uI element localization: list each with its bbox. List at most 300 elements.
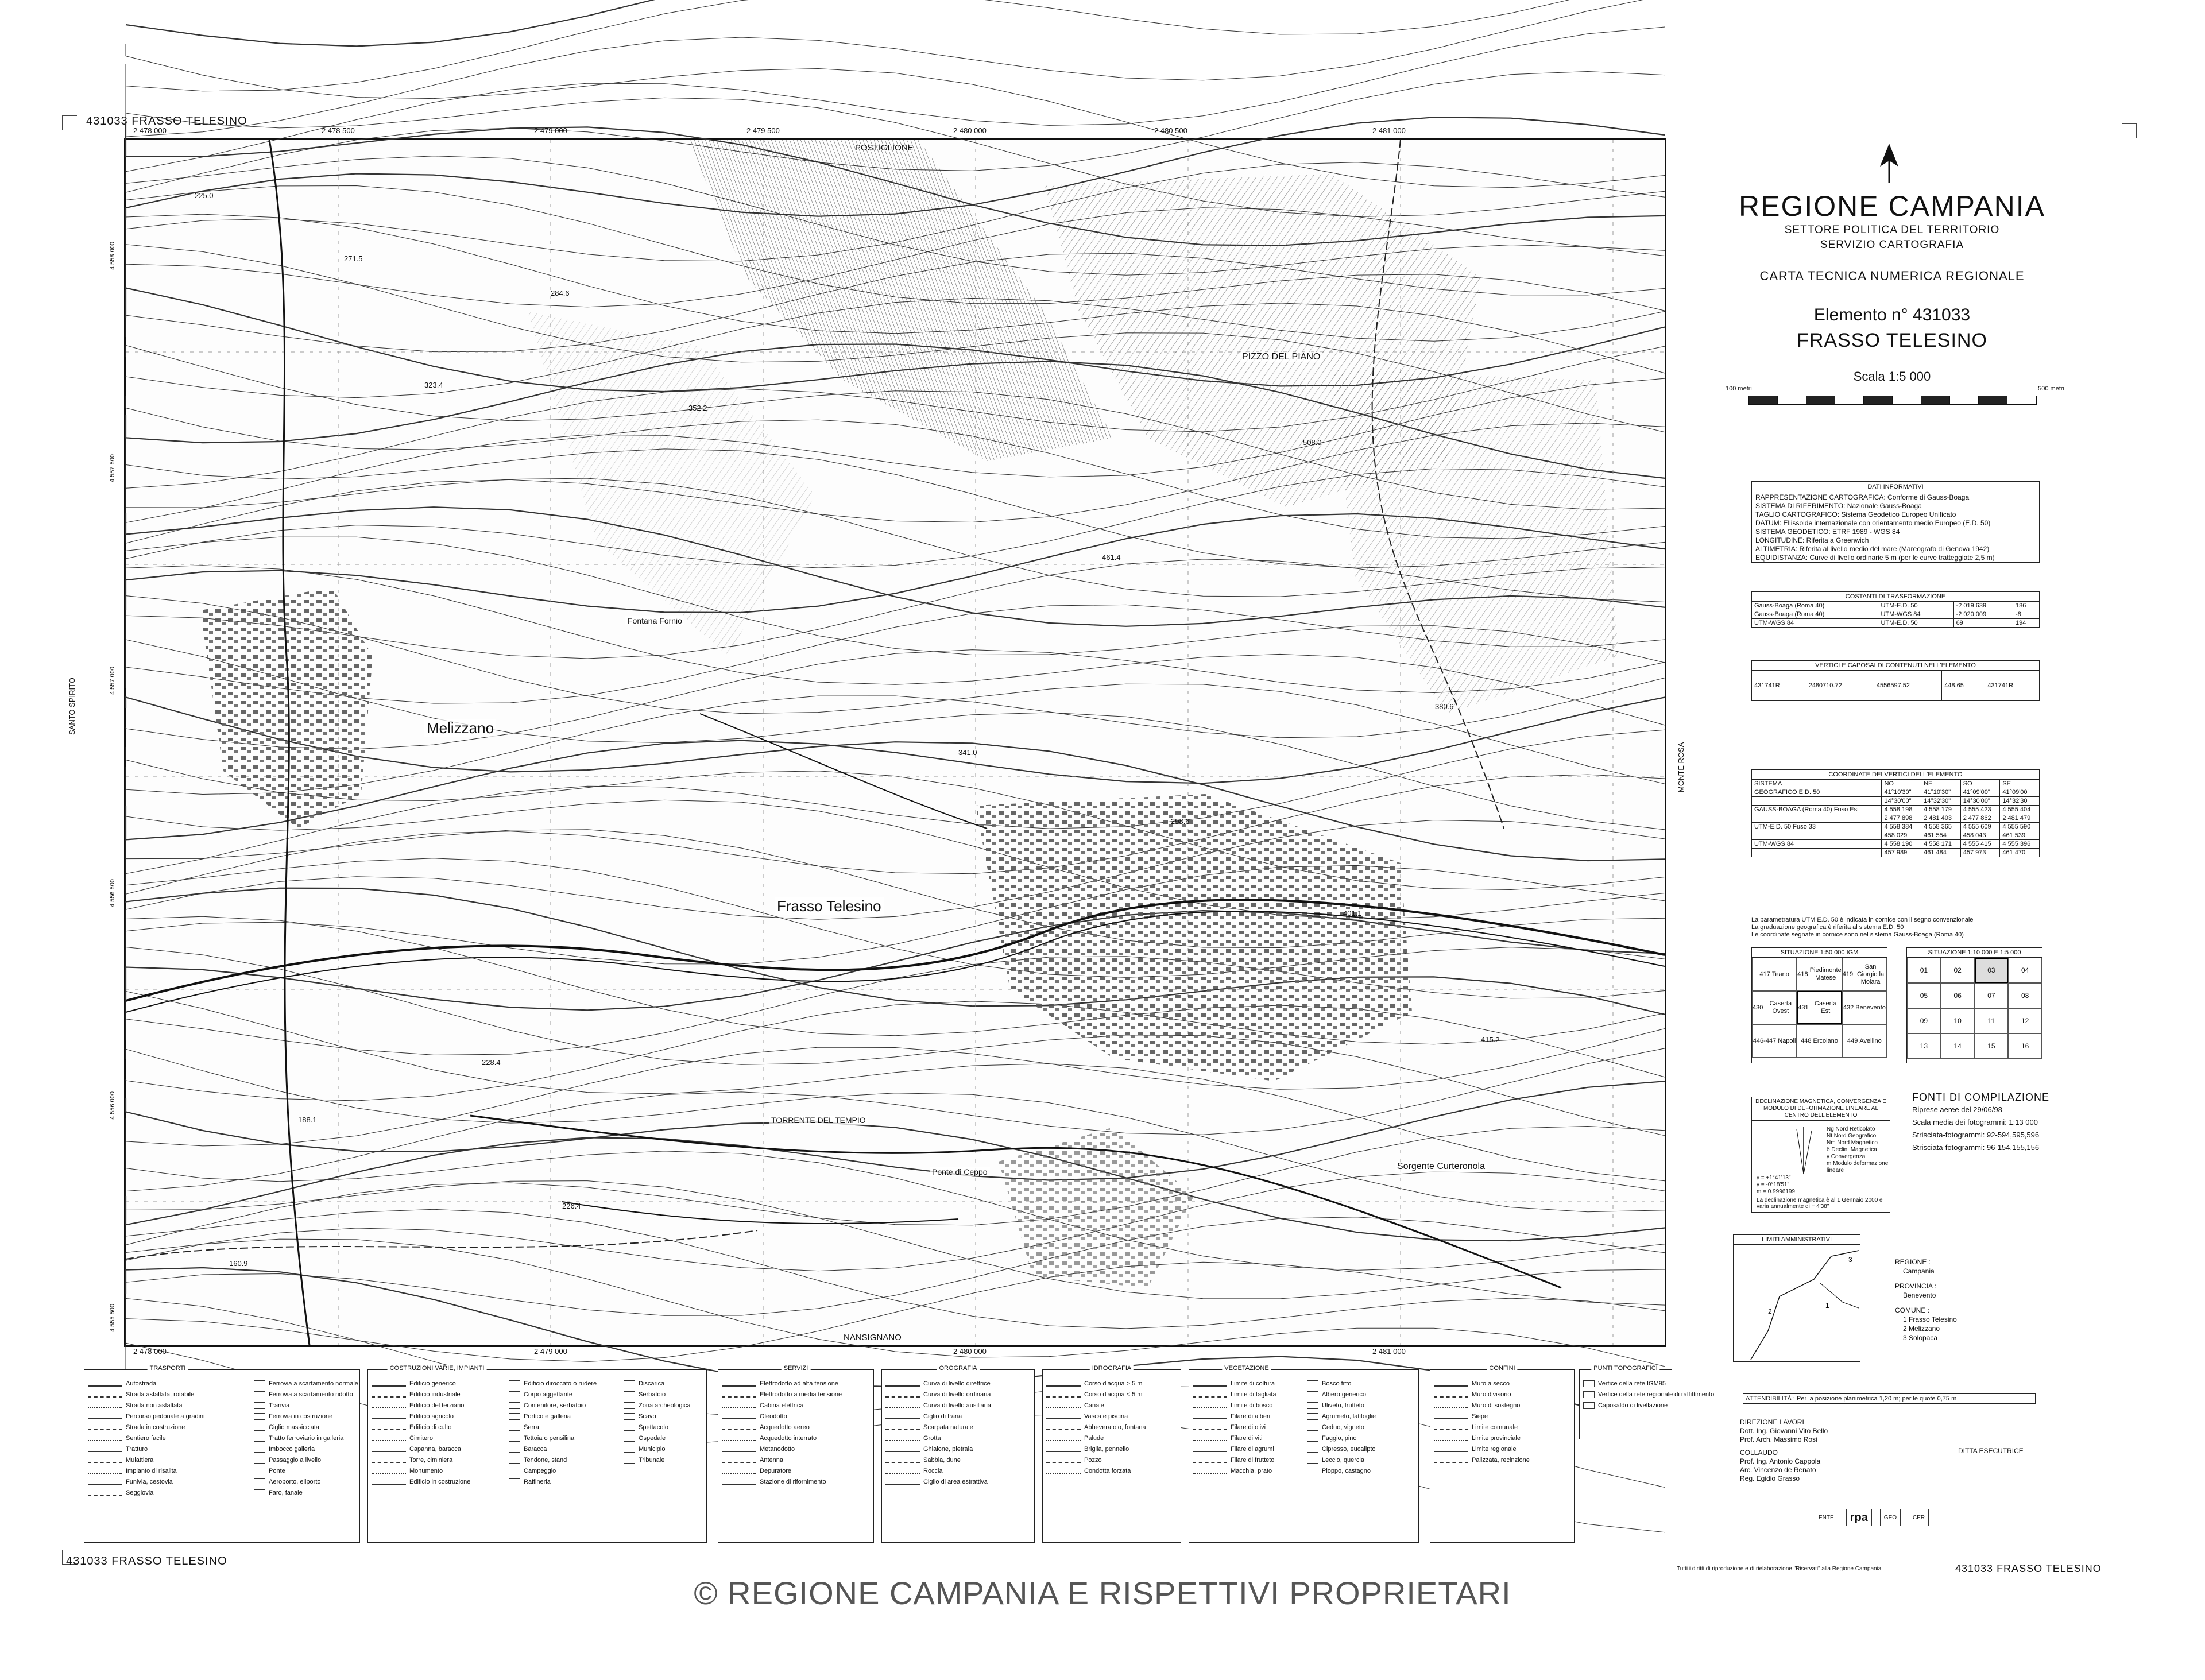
- legend-label: Oleodotto: [760, 1412, 787, 1420]
- legend-symbol-icon: [254, 1457, 265, 1464]
- legend-symbol-icon: [509, 1468, 520, 1474]
- coord-bottom-7: 2 481 000: [1372, 1347, 1406, 1356]
- legend-symbol-icon: [88, 1424, 122, 1430]
- table-row: 14°30'00" 14°32'30" 14°30'00" 14°32'30": [1752, 797, 2040, 806]
- legend-item: [254, 1422, 356, 1433]
- legend-item: [1046, 1454, 1177, 1465]
- topographic-map[interactable]: [124, 138, 1666, 1347]
- coord-left-1: 4 558 000: [109, 242, 116, 270]
- legend-symbol-icon: [372, 1435, 406, 1441]
- legend-symbol-icon: [885, 1446, 920, 1452]
- corner-mark-tl: [62, 115, 77, 130]
- igm-sheet-cell[interactable]: 449 Avellino: [1842, 1024, 1887, 1058]
- coord-top-5: 2 480 000: [953, 126, 987, 135]
- legend-item: [885, 1378, 1031, 1389]
- spot-height: 271.5: [344, 254, 363, 263]
- legend-item: [509, 1454, 617, 1465]
- legend-label: Muro a secco: [1472, 1380, 1510, 1387]
- legend-symbol-icon: [254, 1489, 265, 1496]
- legend-symbol-icon: [624, 1380, 635, 1387]
- legend-symbol-icon: [372, 1468, 406, 1474]
- legend-label: Limite regionale: [1472, 1445, 1517, 1453]
- legend-symbol-icon: [1046, 1468, 1081, 1474]
- legend-symbol-icon: [885, 1424, 920, 1430]
- legend-item: [372, 1454, 502, 1465]
- spot-height: 226.4: [562, 1202, 581, 1210]
- legend-label: Limite di bosco: [1231, 1402, 1273, 1409]
- sheet-cell[interactable]: 04: [2008, 958, 2042, 983]
- legend-item: [624, 1411, 703, 1422]
- sheet-cell[interactable]: 09: [1907, 1008, 1941, 1033]
- coord-left-3: 4 557 000: [109, 667, 116, 695]
- declinazione-title: DECLINAZIONE MAGNETICA, CONVERGENZA E MODULO DI DEFORMAZIONE LINEARE AL CENTRO DELL'ELEMENTO: [1752, 1097, 1890, 1121]
- svg-text:2: 2: [1768, 1307, 1772, 1315]
- legend-item: [509, 1476, 617, 1487]
- coord-vertici-title: COORDINATE DEI VERTICI DELL'ELEMENTO: [1751, 769, 2040, 779]
- legend-label: Briglia, pennello: [1084, 1445, 1129, 1453]
- place-label-melizzano[interactable]: Melizzano: [424, 719, 496, 737]
- fonti-line: Scala media dei fotogrammi: 1:13 000: [1912, 1118, 2038, 1127]
- legend-symbol-icon: [624, 1391, 635, 1398]
- igm-sheet-cell[interactable]: 448 Ercolano: [1797, 1024, 1842, 1058]
- legend-costruzioni: COSTRUZIONI VARIE, IMPIANTI Edificio generico Edificio industriale Edificio del terziario Edificio agricolo Edificio di culto Cimitero Capanna, baracca Torre, ciminiera Monumento Edificio in costruzione: [368, 1369, 506, 1543]
- legend-item: [1193, 1389, 1301, 1400]
- legend-label: Filare di alberi: [1231, 1412, 1271, 1420]
- legend-label: Aeroporto, eliporto: [269, 1478, 321, 1485]
- table-row: GAUSS-BOAGA (Roma 40) Fuso Est 4 558 198 4 558 179 4 555 423 4 555 404: [1752, 806, 2040, 814]
- legend-label: Ghiaione, pietraia: [923, 1445, 973, 1453]
- legend-item: [624, 1400, 703, 1411]
- legend-item: [624, 1454, 703, 1465]
- legend-item: [1307, 1422, 1415, 1433]
- table-row: UTM-E.D. 50 Fuso 33 4 558 384 4 558 365 4 555 609 4 555 590: [1752, 823, 2040, 831]
- legend-symbol-icon: [254, 1435, 265, 1442]
- legend-item: [885, 1454, 1031, 1465]
- spot-height: 401.1: [1343, 909, 1362, 918]
- legend-label: Uliveto, frutteto: [1322, 1402, 1364, 1409]
- legend-orografia: OROGRAFIA Curva di livello direttrice Curva di livello ordinaria Curva di livello ausiliaria Ciglio di frana Scarpata naturale Grotta Ghiaione, pietraia Sabbia, dune Roccia Ciglio di area estrattiva: [881, 1369, 1035, 1543]
- legend-label: Roccia: [923, 1467, 943, 1474]
- sheet-cell[interactable]: 13: [1907, 1033, 1941, 1059]
- legend-item: [1434, 1433, 1570, 1443]
- legend-label: Abbeveratoio, fontana: [1084, 1423, 1146, 1431]
- place-label-frasso-telesino[interactable]: Frasso Telesino: [775, 897, 884, 915]
- region-title: REGIONE CAMPANIA: [1739, 190, 2045, 222]
- legend-label: Antenna: [760, 1456, 783, 1464]
- legend-symbol-icon: [885, 1392, 920, 1398]
- sheet-tag-top: 431033 FRASSO TELESINO: [86, 115, 247, 127]
- sheet-cell[interactable]: 05: [1907, 983, 1941, 1008]
- sheet-cell[interactable]: 14: [1941, 1033, 1975, 1059]
- legend-label: Tranvia: [269, 1402, 290, 1409]
- legend-item: [1193, 1443, 1301, 1454]
- legend-trasporti: TRASPORTI Autostrada Strada asfaltata, rotabile Strada non asfaltata Percorso pedonale a gradini Strada in costruzione Sentiero facile Tratturo Mulattiera Impianto di risalita Funivia, cestovia Seggiovia: [84, 1369, 252, 1543]
- legend-item: [254, 1487, 356, 1498]
- sheet-cell[interactable]: 16: [2008, 1033, 2042, 1059]
- scale-bar: [1748, 396, 2037, 405]
- sheet-tag-bottom-right: 431033 FRASSO TELESINO: [1955, 1563, 2102, 1574]
- spot-height: 415.2: [1481, 1035, 1500, 1044]
- legend-label: Ferrovia a scartamento ridotto: [269, 1391, 353, 1398]
- legend-label: Filare di viti: [1231, 1434, 1263, 1442]
- legend-symbol-icon: [624, 1424, 635, 1431]
- legend-symbol-icon: [1046, 1435, 1081, 1441]
- legend-item: [509, 1411, 617, 1422]
- coord-left-5: 4 556 000: [109, 1091, 116, 1120]
- legend-symbol-icon: [88, 1414, 122, 1419]
- legend-label: Pioppo, castagno: [1322, 1467, 1371, 1474]
- legend-symbol-icon: [509, 1413, 520, 1420]
- legend-item: [624, 1443, 703, 1454]
- legend-symbol-icon: [722, 1435, 756, 1441]
- map-bottom-edge-name: NANSIGNANO: [844, 1333, 902, 1342]
- legend-symbol-icon: [885, 1479, 920, 1485]
- legend-symbol-icon: [509, 1457, 520, 1464]
- legend-label: Corso d'acqua > 5 m: [1084, 1380, 1143, 1387]
- legend-label: Palizzata, recinzione: [1472, 1456, 1530, 1464]
- north-directions-icon: [1786, 1124, 1821, 1175]
- legend-item: [254, 1443, 356, 1454]
- legend-symbol-icon: [1434, 1392, 1468, 1398]
- vertici-title: VERTICI E CAPOSALDI CONTENUTI NELL'ELEMENTO: [1751, 660, 2040, 670]
- declinazione-items: Ng Nord Reticolato Nt Nord Geografico Nm Nord Magnetico δ Declin. Magnetica γ Convergenza m Modulo deformazione lineare: [1827, 1126, 1889, 1174]
- legend-costruzioni-c: [620, 1369, 707, 1543]
- legend-label: Depuratore: [760, 1467, 792, 1474]
- legend-item: [624, 1422, 703, 1433]
- legend-label: Edificio del terziario: [409, 1402, 465, 1409]
- spot-height: 341.0: [958, 748, 977, 757]
- legend-symbol-icon: [254, 1380, 265, 1387]
- logo-geo: GEO: [1880, 1509, 1901, 1526]
- legend-symbol-icon: [88, 1392, 122, 1398]
- legend-item: [1434, 1389, 1570, 1400]
- legend-item: [509, 1400, 617, 1411]
- legend-symbol-icon: [722, 1414, 756, 1419]
- legend-item: [1307, 1400, 1415, 1411]
- table-row: UTM-WGS 84 4 558 190 4 558 171 4 555 415 4 555 396: [1752, 840, 2040, 849]
- sheet-cell[interactable]: 10: [1941, 1008, 1975, 1033]
- spot-height: 461.4: [1102, 553, 1121, 562]
- legend-symbol-icon: [1046, 1414, 1081, 1419]
- sheet-cell[interactable]: 11: [1975, 1008, 2009, 1033]
- legend-symbol-icon: [1307, 1468, 1318, 1474]
- legend-label: Ferrovia a scartamento normale: [269, 1380, 358, 1387]
- legend-label: Limite di tagliata: [1231, 1391, 1276, 1398]
- coord-top-6: 2 480 500: [1154, 126, 1187, 135]
- legend-symbol-icon: [372, 1392, 406, 1398]
- legend-symbol-icon: [1307, 1457, 1318, 1464]
- situazione-igm-grid: [1751, 947, 1887, 1063]
- coord-top-7: 2 481 000: [1372, 126, 1406, 135]
- legend-label: Tribunale: [639, 1456, 665, 1464]
- legend-symbol-icon: [722, 1392, 756, 1398]
- legend-item: [1193, 1411, 1301, 1422]
- situazione-igm-title: SITUAZIONE 1:50 000 IGM: [1752, 948, 1887, 958]
- legend-symbol-icon: [254, 1413, 265, 1420]
- legend-label: Baracca: [524, 1445, 547, 1453]
- igm-sheet-cell-current[interactable]: 431 Caserta Est: [1797, 991, 1842, 1024]
- legend-item: [1434, 1400, 1570, 1411]
- legend-symbol-icon: [624, 1435, 635, 1442]
- spot-height: 228.4: [482, 1058, 501, 1067]
- legend-item: [509, 1465, 617, 1476]
- limiti-amministrativi-map: [1733, 1234, 1860, 1362]
- legend-label: Discarica: [639, 1380, 665, 1387]
- legend-item: [254, 1400, 356, 1411]
- legend-item: [372, 1389, 502, 1400]
- coord-left-6: 4 555 500: [109, 1304, 116, 1332]
- legend-label: Funivia, cestovia: [126, 1478, 173, 1485]
- legend-item: [254, 1465, 356, 1476]
- legend-symbol-icon: [1434, 1457, 1468, 1463]
- legend-symbol-icon: [722, 1479, 756, 1485]
- legend-item: [88, 1389, 247, 1400]
- credits-block: DIREZIONE LAVORI Dott. Ing. Giovanni Vito Bello Prof. Arch. Massimo Rosi COLLAUDO Prof. Ing. Antonio Cappola Arc. Vincenzo de Renato Reg. Egidio Grasso: [1740, 1418, 1828, 1482]
- legend-label: Acquedotto aereo: [760, 1423, 810, 1431]
- igm-sheet-cell[interactable]: 430 Caserta Ovest: [1752, 991, 1797, 1024]
- igm-sheet-cell[interactable]: 418 Piedimonte Matese: [1797, 958, 1842, 991]
- legend-item: [1046, 1411, 1177, 1422]
- legend-label: Passaggio a livello: [269, 1456, 322, 1464]
- legend-item: [372, 1411, 502, 1422]
- spot-height: 508.0: [1303, 438, 1322, 447]
- legend-item: [885, 1411, 1031, 1422]
- legend-label: Limite di coltura: [1231, 1380, 1275, 1387]
- dati-title: DATI INFORMATIVI: [1752, 482, 2039, 493]
- boundary-sketch: [1734, 1245, 1859, 1357]
- legend-label: Mulattiera: [126, 1456, 154, 1464]
- legend-symbol-icon: [1434, 1403, 1468, 1408]
- element-number: Elemento n° 431033: [1813, 305, 1971, 324]
- logo-ente: ENTE: [1815, 1509, 1838, 1526]
- legend-label: Elettrodotto ad alta tensione: [760, 1380, 838, 1387]
- legend-symbol-icon: [722, 1403, 756, 1408]
- legend-symbol-icon: [624, 1413, 635, 1420]
- legend-item: [1307, 1378, 1415, 1389]
- legend-label: Cabina elettrica: [760, 1402, 804, 1409]
- legend-symbol-icon: [1193, 1414, 1227, 1419]
- spot-height: 298.6: [1171, 817, 1190, 826]
- corner-mark-tr: [2122, 123, 2137, 138]
- spot-height: 225.0: [195, 191, 214, 200]
- place-label-ponte[interactable]: Ponte di Ceppo: [930, 1167, 990, 1176]
- legend-symbol-icon: [1583, 1402, 1595, 1409]
- legend-symbol-icon: [509, 1435, 520, 1442]
- legend-label: Impianto di risalita: [126, 1467, 177, 1474]
- igm-sheet-cell[interactable]: 432 Benevento: [1842, 991, 1887, 1024]
- place-label-pizzo-del-piano[interactable]: PIZZO DEL PIANO: [1240, 352, 1322, 362]
- logo-strip: [1815, 1506, 2056, 1529]
- legend-symbol-icon: [885, 1468, 920, 1474]
- legend-label: Strada asfaltata, rotabile: [126, 1391, 195, 1398]
- dati-line: TAGLIO CARTOGRAFICO: Sistema Geodetico Europeo Unificato: [1755, 510, 1956, 518]
- legend-costruzioni-b: [505, 1369, 621, 1543]
- legend-label: Raffineria: [524, 1478, 551, 1485]
- legend-symbol-icon: [1307, 1380, 1318, 1387]
- legend-item: [1307, 1411, 1415, 1422]
- legend-item: [1046, 1433, 1177, 1443]
- sheet-cell[interactable]: 15: [1975, 1033, 2009, 1059]
- legend-item: [254, 1454, 356, 1465]
- situazione-10000-grid: [1906, 947, 2042, 1063]
- ditta-esecutrice: DITTA ESECUTRICE: [1958, 1447, 2024, 1455]
- coord-top-1: 2 478 000: [133, 126, 167, 135]
- legend-item: [1046, 1443, 1177, 1454]
- legend-label: Spettacolo: [639, 1423, 668, 1431]
- legend-label: Zona archeologica: [639, 1402, 691, 1409]
- legend-vegetazione-b: [1303, 1369, 1419, 1543]
- costanti-table: [1751, 591, 2040, 628]
- igm-sheet-cell[interactable]: 417 Teano: [1752, 958, 1797, 991]
- legend-item: [1434, 1454, 1570, 1465]
- legend-symbol-icon: [88, 1435, 122, 1441]
- legend-label: Vasca e piscina: [1084, 1412, 1128, 1420]
- dati-line: SISTEMA GEODETICO: ETRF 1989 - WGS 84: [1755, 528, 1900, 536]
- place-label-fontana[interactable]: Fontana Fornio: [625, 616, 684, 625]
- legend-label: Tratto ferroviario in galleria: [269, 1434, 344, 1442]
- legend-item: [1046, 1422, 1177, 1433]
- sheet-cell[interactable]: 07: [1975, 983, 2009, 1008]
- igm-sheet-cell[interactable]: 446-447 Napoli: [1752, 1024, 1797, 1058]
- legend-label: Curva di livello ausiliaria: [923, 1402, 991, 1409]
- legend-symbol-icon: [254, 1424, 265, 1431]
- legend-item: [885, 1400, 1031, 1411]
- legend-item: [372, 1465, 502, 1476]
- legend-label: Torre, ciminiera: [409, 1456, 453, 1464]
- svg-text:3: 3: [1848, 1256, 1852, 1264]
- legend-symbol-icon: [88, 1468, 122, 1474]
- legend-label: Filare di olivi: [1231, 1423, 1266, 1431]
- legend-item: [88, 1378, 247, 1389]
- legend-item: [885, 1422, 1031, 1433]
- legend-label: Albero generico: [1322, 1391, 1367, 1398]
- logo-rpa: rpa: [1846, 1509, 1872, 1526]
- spot-height: 380.6: [1435, 702, 1454, 711]
- legend-ferrovie: [250, 1369, 360, 1543]
- coord-top-4: 2 479 500: [746, 126, 780, 135]
- legend-label: Limite comunale: [1472, 1423, 1518, 1431]
- place-label-torrente[interactable]: TORRENTE DEL TEMPIO: [769, 1116, 868, 1125]
- legend-confini: CONFINI Muro a secco Muro divisorio Muro di sostegno Siepe Limite comunale Limite provinciale Limite regionale Palizzata, recinzione: [1430, 1369, 1575, 1543]
- legend-item: [88, 1465, 247, 1476]
- sheet-cell[interactable]: 02: [1941, 958, 1975, 983]
- legend-label: Edificio in costruzione: [409, 1478, 471, 1485]
- legend-item: [88, 1443, 247, 1454]
- legend-item: [624, 1378, 703, 1389]
- sheet-place-name: FRASSO TELESINO: [1797, 330, 1987, 351]
- legend-label: Muro di sostegno: [1472, 1402, 1521, 1409]
- fonti-line: Strisciata-fotogrammi: 92-594,595,596: [1912, 1131, 2040, 1139]
- legend-symbol-icon: [372, 1479, 406, 1485]
- sheet-cell[interactable]: 01: [1907, 958, 1941, 983]
- legend-symbol-icon: [1307, 1424, 1318, 1431]
- legend-symbol-icon: [509, 1478, 520, 1485]
- legend-item: [1434, 1443, 1570, 1454]
- legend-symbol-icon: [1193, 1403, 1227, 1408]
- legend-symbol-icon: [88, 1479, 122, 1485]
- fonti-title: FONTI DI COMPILAZIONE: [1912, 1091, 2050, 1103]
- legend-label: Faro, fanale: [269, 1489, 303, 1496]
- legend-symbol-icon: [885, 1381, 920, 1387]
- legend-label: Edificio industriale: [409, 1391, 461, 1398]
- legend-symbol-icon: [1307, 1402, 1318, 1409]
- coordinate-vertici-table: [1751, 769, 2040, 857]
- legend-symbol-icon: [1046, 1446, 1081, 1452]
- legend-label: Condotta forzata: [1084, 1467, 1131, 1474]
- legend-item: [1583, 1389, 1715, 1400]
- table-row: 2 477 898 2 481 403 2 477 862 2 481 479: [1752, 814, 2040, 823]
- legend-servizi: SERVIZI Elettrodotto ad alta tensione Elettrodotto a media tensione Cabina elettrica Oleodotto Acquedotto aereo Acquedotto interrato Metanodotto Antenna Depuratore Stazione di rifornimento: [718, 1369, 874, 1543]
- dati-line: SISTEMA DI RIFERIMENTO: Nazionale Gauss-Boaga: [1755, 502, 1922, 510]
- legend-label: Capanna, baracca: [409, 1445, 461, 1453]
- legend-symbol-icon: [88, 1490, 122, 1496]
- place-label-sorgente[interactable]: Sorgente Curteronola: [1395, 1162, 1487, 1172]
- legend-symbol-icon: [624, 1446, 635, 1453]
- scale-left-label: 100 metri: [1726, 385, 1752, 392]
- coord-bottom-1: 2 478 000: [133, 1347, 167, 1356]
- legend-symbol-icon: [1434, 1381, 1468, 1387]
- legend-item: [1434, 1411, 1570, 1422]
- igm-sheet-cell[interactable]: 419 San Giorgio la Molara: [1842, 958, 1887, 991]
- title-block: [1726, 189, 2064, 405]
- legend-item: [885, 1389, 1031, 1400]
- fonti-compilazione: [1912, 1091, 2056, 1154]
- legend-label: Edificio di culto: [409, 1423, 452, 1431]
- sheet-tag-bottom: 431033 FRASSO TELESINO: [66, 1555, 227, 1567]
- legend-label: Siepe: [1472, 1412, 1488, 1420]
- sheet-cell-current[interactable]: 03: [1975, 958, 2009, 983]
- legend-symbol-icon: [1193, 1468, 1227, 1474]
- legend-label: Serbatoio: [639, 1391, 666, 1398]
- legend-symbol-icon: [722, 1468, 756, 1474]
- legend-label: Serra: [524, 1423, 539, 1431]
- sheet-cell[interactable]: 06: [1941, 983, 1975, 1008]
- sheet-cell[interactable]: 08: [2008, 983, 2042, 1008]
- dati-line: ALTIMETRIA: Riferita al livello medio del mare (Mareografo di Genova 1942): [1755, 545, 1990, 553]
- legend-label: Pozzo: [1084, 1456, 1102, 1464]
- scale-label: Scala 1:5 000: [1853, 369, 1931, 384]
- legend-item: [885, 1443, 1031, 1454]
- legend-symbol-icon: [88, 1446, 122, 1452]
- legend-label: Campeggio: [524, 1467, 556, 1474]
- legend-label: Limite provinciale: [1472, 1434, 1521, 1442]
- legend-symbol-icon: [254, 1402, 265, 1409]
- legend-label: Acquedotto interrato: [760, 1434, 817, 1442]
- legend-symbol-icon: [1046, 1381, 1081, 1387]
- legend-item: [509, 1433, 617, 1443]
- legend-item: [88, 1487, 247, 1498]
- legend-item: [509, 1422, 617, 1433]
- attendibilita-note: ATTENDIBILITÀ : Per la posizione planimetrica 1,20 m; per le quote 0,75 m: [1743, 1393, 2036, 1404]
- legend-item: [88, 1422, 247, 1433]
- legend-item: [372, 1443, 502, 1454]
- legend-symbol-icon: [1307, 1391, 1318, 1398]
- sheet-cell[interactable]: 12: [2008, 1008, 2042, 1033]
- legend-label: Ospedale: [639, 1434, 666, 1442]
- legend-item: [1307, 1454, 1415, 1465]
- legend-symbol-icon: [624, 1457, 635, 1464]
- legend-item: [1307, 1465, 1415, 1476]
- legend-label: Tettoia o pensilina: [524, 1434, 575, 1442]
- table-row: Gauss-Boaga (Roma 40) UTM-WGS 84 -2 020 009 -8: [1752, 610, 2040, 619]
- legend-symbol-icon: [509, 1380, 520, 1387]
- legend-symbol-icon: [1583, 1380, 1595, 1387]
- legend-symbol-icon: [254, 1468, 265, 1474]
- spot-height: 160.9: [229, 1259, 248, 1268]
- legend-label: Ceduo, vigneto: [1322, 1423, 1364, 1431]
- legend-label: Vertice della rete regionale di raffittimento: [1598, 1391, 1715, 1398]
- legend-label: Elettrodotto a media tensione: [760, 1391, 842, 1398]
